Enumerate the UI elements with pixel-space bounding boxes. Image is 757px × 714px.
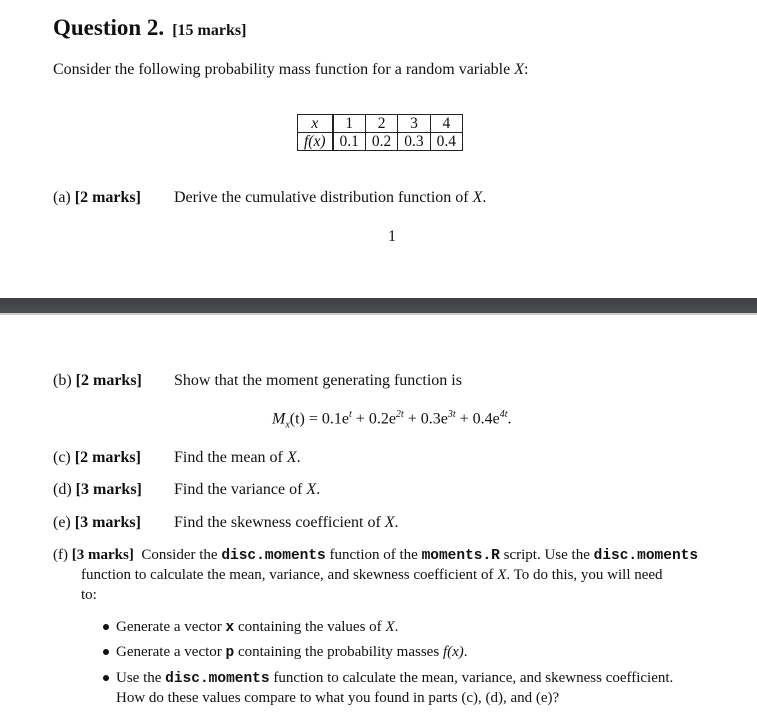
- bullet-item-3: [116, 668, 673, 689]
- question-title: Question 2.: [53, 15, 165, 40]
- part-text: Find the mean of X.: [174, 449, 301, 466]
- f: + 0.2e: [351, 410, 396, 428]
- t: script. Use the: [499, 547, 594, 563]
- var: X: [384, 514, 395, 531]
- bullet-item-1: Generate a vector x containing the values of X.: [116, 619, 399, 636]
- part-marks: [3 marks]: [71, 547, 134, 563]
- part-text: Find the skewness coefficient of X.: [174, 514, 399, 531]
- code: x: [225, 620, 235, 636]
- cell-text: x: [311, 115, 319, 132]
- part-label: (c): [53, 449, 71, 466]
- f: .: [507, 410, 512, 428]
- bullet-item-2: Generate a vector p containing the probability masses f(x).: [116, 644, 468, 661]
- bullet-item-3-cont: How do these values compare to what you found in parts (c), (d), and (e)?: [116, 690, 560, 706]
- part-b: [53, 371, 462, 391]
- f: 2t: [395, 409, 404, 420]
- var: f(x): [442, 644, 464, 660]
- var: X: [286, 449, 297, 466]
- var: X: [497, 567, 507, 583]
- cell: 3: [398, 115, 430, 133]
- var: X: [514, 61, 525, 78]
- var: X: [472, 189, 483, 206]
- text: Find the variance of: [174, 481, 307, 498]
- part-marks: [2 marks]: [75, 372, 142, 389]
- bullet-icon: [103, 649, 109, 655]
- f: (t) = 0.1e: [289, 410, 350, 428]
- question-marks: [15 marks]: [172, 22, 247, 39]
- cell: [298, 115, 333, 133]
- code: disc.moments: [165, 671, 270, 687]
- part-marks: [3 marks]: [74, 514, 141, 531]
- cell: 0.1: [333, 133, 366, 151]
- cell: [298, 133, 333, 151]
- t: containing the probability masses: [234, 644, 443, 660]
- f: + 0.4e: [455, 410, 500, 428]
- t: containing the values of: [234, 619, 386, 635]
- t: function of the: [325, 547, 422, 563]
- f: + 0.3e: [403, 410, 448, 428]
- part-c: [53, 448, 301, 468]
- code: disc.moments: [221, 548, 326, 564]
- intro-text: Consider the following probability mass function for a random variable X:: [53, 61, 529, 78]
- cell-text: f(x): [304, 133, 326, 150]
- text: Find the mean of: [174, 449, 287, 466]
- part-label: (e): [53, 514, 71, 531]
- cell: 0.4: [430, 133, 462, 151]
- cell: 2: [365, 115, 397, 133]
- part-marks: [2 marks]: [74, 449, 141, 466]
- mgf-formula: [272, 405, 512, 436]
- bullet-icon: [103, 624, 109, 630]
- text: Derive the cumulative distribution function of: [174, 189, 473, 206]
- cell: 1: [333, 115, 366, 133]
- page-number: 1: [388, 228, 396, 245]
- part-marks: [2 marks]: [74, 189, 141, 206]
- var: X: [306, 481, 317, 498]
- part-label: (b): [53, 372, 72, 389]
- f: M: [272, 410, 286, 428]
- t: Generate a vector: [116, 644, 226, 660]
- part-text: Derive the cumulative distribution function of X.: [174, 189, 487, 206]
- part-text: Show that the moment generating function is: [174, 372, 462, 389]
- code: disc.moments: [593, 548, 699, 564]
- f: x: [285, 419, 290, 431]
- part-f-line3: to:: [81, 587, 97, 603]
- intro: Consider the following probability mass function for a random variable: [53, 61, 515, 78]
- bullet-icon: [103, 675, 109, 681]
- f: 4t: [499, 409, 508, 420]
- t: Use the: [116, 670, 166, 686]
- part-text: Find the variance of X.: [174, 481, 321, 498]
- part-f-line2: [81, 565, 663, 585]
- code: p: [225, 645, 235, 661]
- cell: 0.3: [398, 133, 430, 151]
- part-label: (d): [53, 481, 72, 498]
- part-label: (a): [53, 189, 71, 206]
- f: t: [349, 409, 352, 420]
- part-label: (f): [53, 547, 68, 563]
- text: Find the skewness coefficient of: [174, 514, 385, 531]
- part-marks: [3 marks]: [75, 481, 142, 498]
- t: . To do this, you will need: [506, 567, 663, 583]
- page-separator: [0, 298, 757, 315]
- code: moments.R: [421, 548, 500, 564]
- question-heading: [53, 15, 247, 41]
- t: Consider the: [141, 547, 222, 563]
- cell: 0.2: [365, 133, 397, 151]
- cell: 4: [430, 115, 462, 133]
- table-row: [298, 115, 463, 133]
- part-f-line1: [53, 545, 698, 566]
- t: function to calculate the mean, variance, and skewness coefficient.: [269, 670, 674, 686]
- var: X: [385, 619, 395, 635]
- part-a: [53, 188, 487, 208]
- table-row: [298, 133, 463, 151]
- t: Generate a vector: [116, 619, 226, 635]
- f: 3t: [447, 409, 456, 420]
- t: function to calculate the mean, variance, and skewness coefficient of: [81, 567, 498, 583]
- part-e: [53, 513, 399, 533]
- pmf-table: [297, 114, 463, 151]
- part-d: [53, 480, 321, 500]
